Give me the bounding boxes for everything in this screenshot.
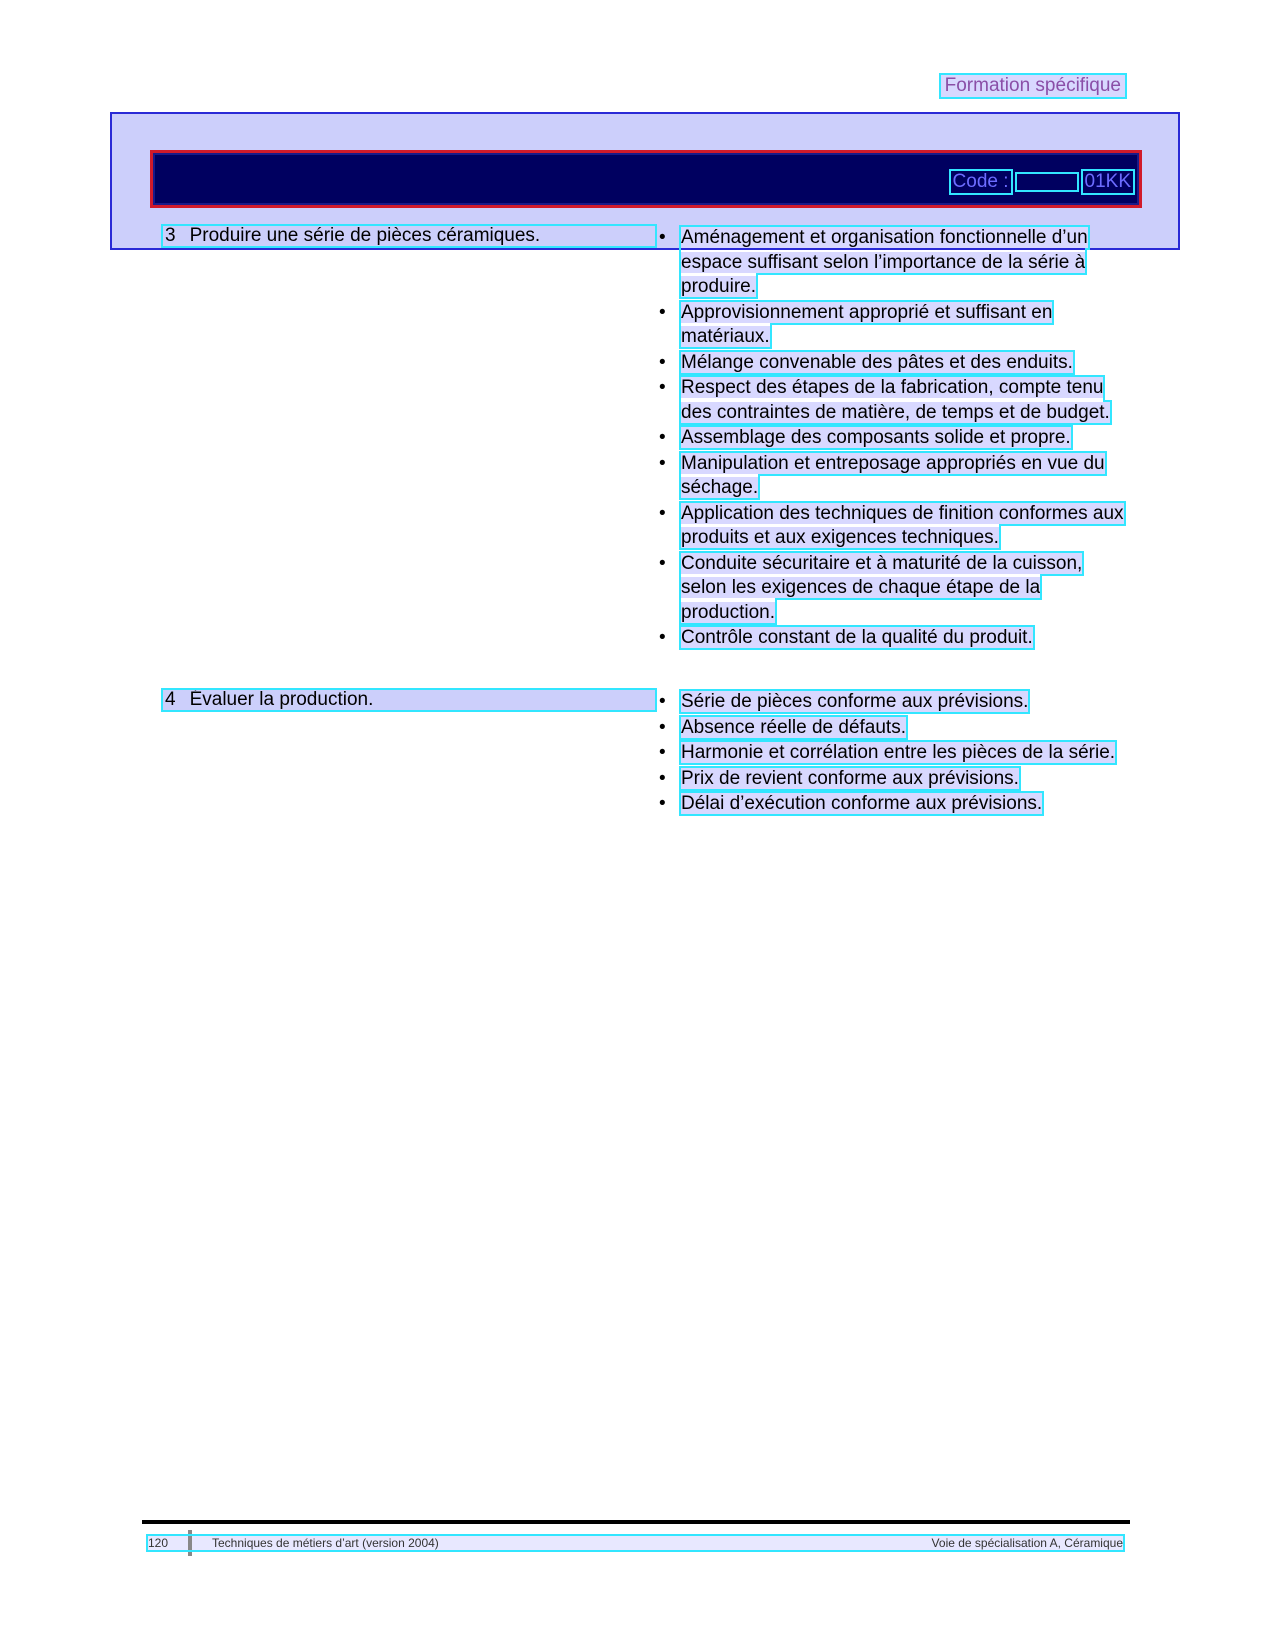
element-number: 3 [165,225,176,246]
criteria-list-3 [659,226,1129,652]
criterion-item: • Délai d’exécution conforme aux prévisions. [659,792,1129,817]
footer-specialization: Voie de spécialisation A, Céramique [931,1536,1123,1550]
criterion-item: • Mélange convenable des pâtes et des enduits. [659,351,1129,376]
code-group [951,171,1133,193]
code-separator [1017,174,1077,190]
criterion-item: • Conduite sécuritaire et à maturité de la cuisson, selon les exigences de chaque étape de la production. [659,552,1129,626]
criterion-item: • Assemblage des composants solide et propre. [659,426,1129,451]
criteria-list-4 [659,690,1129,818]
criterion-item: • Respect des étapes de la fabrication, compte tenu des contraintes de matière, de temps et de budget. [659,376,1129,425]
element-title: Produire une série de pièces céramiques. [189,225,541,246]
criterion-item: • Série de pièces conforme aux prévisions. [659,690,1129,715]
criterion-item: • Manipulation et entreposage appropriés en vue du séchage. [659,452,1129,501]
code-value: 01KK [1084,171,1131,192]
section-header: Formation spécifique [941,75,1125,97]
criterion-item: • Aménagement et organisation fonctionnelle d’un espace suffisant selon l’importance de la série à produire. [659,226,1129,300]
criterion-item: • Approvisionnement approprié et suffisant en matériaux. [659,301,1129,350]
footer-rule [142,1520,1130,1524]
element-number: 4 [165,689,176,710]
page-footer [148,1536,1123,1550]
page-number: 120 [148,1536,169,1550]
footer-divider [188,1530,192,1556]
criterion-item: • Contrôle constant de la qualité du produit. [659,626,1129,651]
code-label: Code : [952,171,1009,192]
footer-title: Techniques de métiers d’art (version 2004) [212,1536,439,1550]
element-row-3 [163,226,655,246]
element-row-4 [163,690,655,710]
criterion-item: • Prix de revient conforme aux prévisions. [659,767,1129,792]
criterion-item: • Absence réelle de défauts. [659,716,1129,741]
criterion-item: • Harmonie et corrélation entre les pièces de la série. [659,741,1129,766]
element-title: Évaluer la production. [189,689,374,710]
criterion-item: • Application des techniques de finition conformes aux produits et aux exigences techniques. [659,502,1129,551]
code-bar [150,150,1142,208]
